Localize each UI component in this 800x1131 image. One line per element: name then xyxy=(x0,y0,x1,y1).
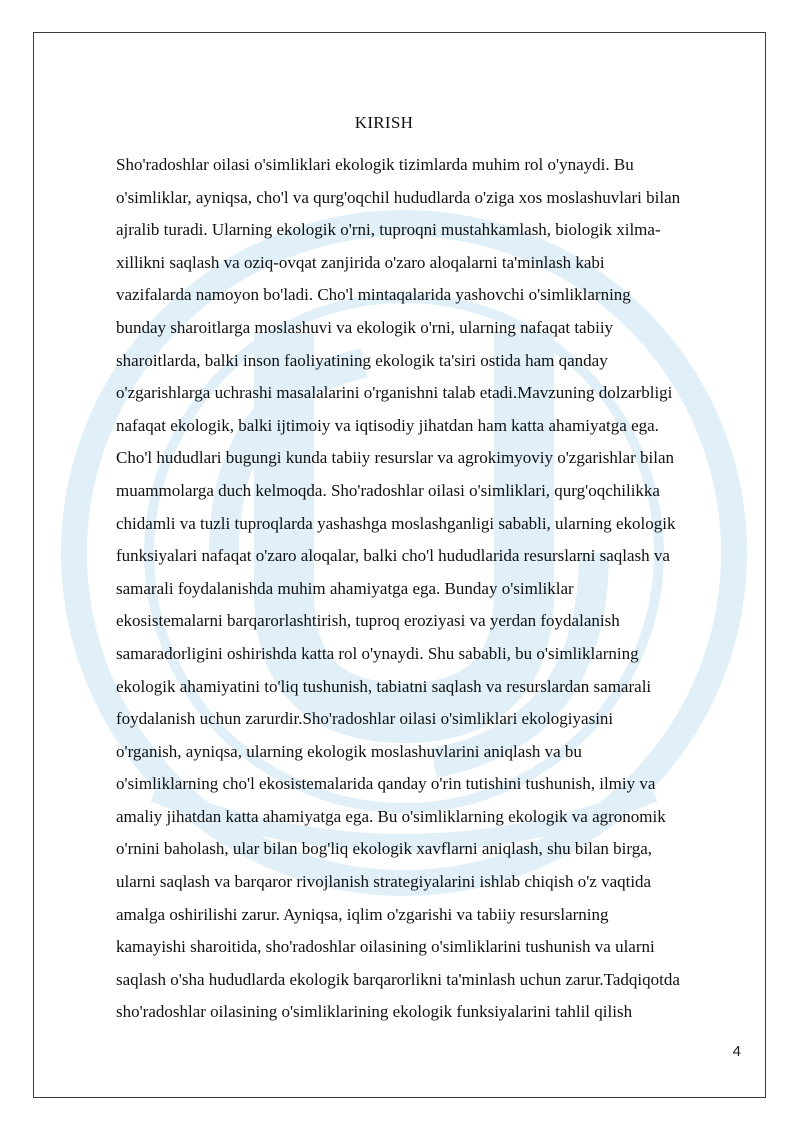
text-line: sho'radoshlar oilasining o'simliklarining ekologik funksiyalarini tahlil qilish xyxy=(116,1002,633,1022)
text-line: samaradorligini oshirishda katta rol o'ynaydi. Shu sababli, bu o'simliklarning xyxy=(116,643,639,663)
text-line: o'simliklar, ayniqsa, cho'l va qurg'oqchil hududlarda o'ziga xos moslashuvlari bilan xyxy=(116,187,681,207)
text-line: Cho'l hududlari bugungi kunda tabiiy resurslar va agrokimyoviy o'zgarishlar bilan xyxy=(116,448,675,468)
text-line: ekologik ahamiyatini to'liq tushunish, tabiatni saqlash va resurslardan samarali xyxy=(116,676,652,696)
section-heading: KIRISH xyxy=(354,113,414,132)
text-line: foydalanish uchun zarurdir.Sho'radoshlar oilasi o'simliklari ekologiyasini xyxy=(116,709,614,729)
text-line: ularni saqlash va barqaror rivojlanish strategiyalarini ishlab chiqish o'z vaqtida xyxy=(116,872,652,892)
text-line: nafaqat ekologik, balki ijtimoiy va iqtisodiy jihatdan ham katta ahamiyatga ega. xyxy=(116,415,659,435)
text-line: o'simliklarning cho'l ekosistemalarida qanday o'rin tutishini tushunish, ilmiy va xyxy=(116,774,656,794)
text-line: ajralib turadi. Ularning ekologik o'rni, tuproqni mustahkamlash, biologik xilma- xyxy=(116,220,661,240)
text-line: bunday sharoitlarga moslashuvi va ekologik o'rni, ularning nafaqat tabiiy xyxy=(116,317,614,337)
text-line: xillikni saqlash va oziq-ovqat zanjirida o'zaro aloqalarni ta'minlash kabi xyxy=(116,252,605,272)
text-line: ekosistemalarni barqarorlashtirish, tuproq eroziyasi va yerdan foydalanish xyxy=(116,611,620,631)
page-number: 4 xyxy=(732,1043,741,1060)
text-line: o'rnini baholash, ular bilan bog'liq ekologik xavflarni aniqlash, shu bilan birga, xyxy=(116,839,653,859)
text-line: saqlash o'sha hududlarda ekologik barqarorlikni ta'minlash uchun zarur.Tadqiqotda xyxy=(116,969,680,989)
body-paragraph xyxy=(116,149,746,1029)
text-line: vazifalarda namoyon bo'ladi. Cho'l mintaqalarida yashovchi o'simliklarning xyxy=(116,285,631,305)
text-line: kamayishi sharoitida, sho'radoshlar oilasining o'simliklarini tushunish va ularni xyxy=(116,937,655,957)
text-line: funksiyalari nafaqat o'zaro aloqalar, balki cho'l hududlarida resurslarni saqlash va xyxy=(116,546,670,566)
text-line: samarali foydalanishda muhim ahamiyatga ega. Bunday o'simliklar xyxy=(116,578,574,598)
text-line: o'rganish, ayniqsa, ularning ekologik moslashuvlarini aniqlash va bu xyxy=(116,741,582,761)
text-line: o'zgarishlarga uchrashi masalalarini o'rganishni talab etadi.Mavzuning dolzarbligi xyxy=(116,383,673,403)
text-line: amalga oshirilishi zarur. Ayniqsa, iqlim o'zgarishi va tabiiy resurslarning xyxy=(116,904,609,924)
text-line: chidamli va tuzli tuproqlarda yashashga moslashganligi sababli, ularning ekologik xyxy=(116,513,676,533)
text-line: amaliy jihatdan katta ahamiyatga ega. Bu o'simliklarning ekologik va agronomik xyxy=(116,806,666,826)
text-line: sharoitlarda, balki inson faoliyatining ekologik ta'siri ostida ham qanday xyxy=(116,350,608,370)
page xyxy=(33,32,766,1098)
text-line: muammolarga duch kelmoqda. Sho'radoshlar oilasi o'simliklari, qurg'oqchilikka xyxy=(116,480,660,500)
text-line: Sho'radoshlar oilasi o'simliklari ekologik tizimlarda muhim rol o'ynaydi. Bu xyxy=(116,155,634,174)
